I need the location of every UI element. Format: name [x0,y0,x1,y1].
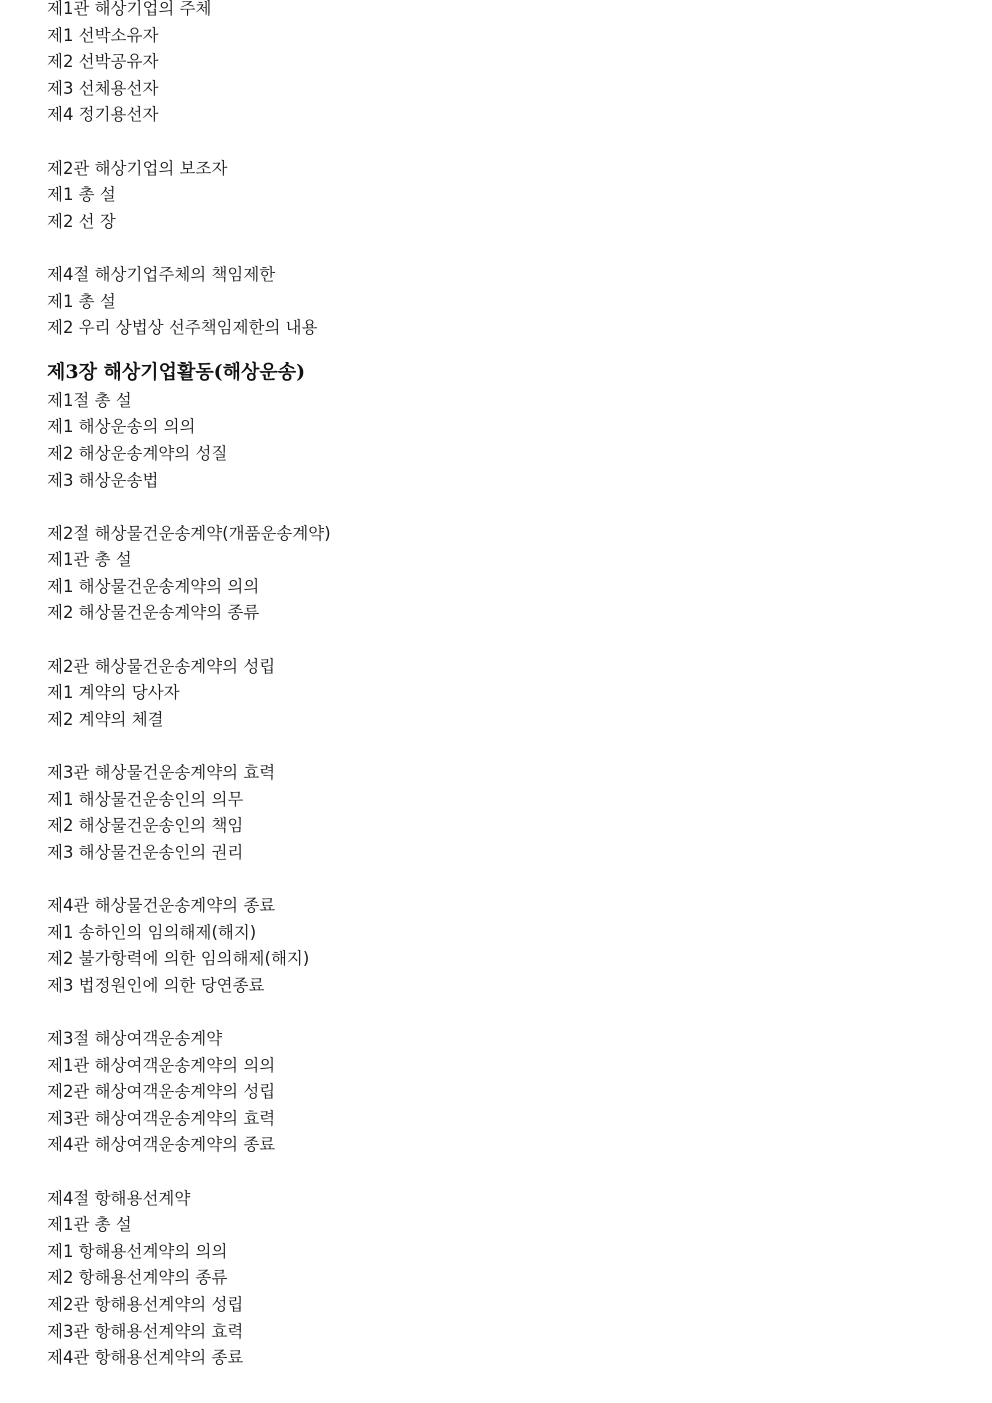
outline-item: 제2 선 장 [47,211,116,231]
section-spacer [47,129,947,156]
outline-item: 제1관 총 설 [47,550,132,570]
outline-item: 제2 해상운송계약의 성질 [47,443,228,463]
section-title: 제4절 해상기업주체의 책임제한 [47,264,276,284]
outline-item: 제1 해상운송의 의의 [47,417,196,437]
outline-item: 제4관 항해용선계약의 종료 [47,1348,244,1368]
outline-item: 제4 정기용선자 [47,105,159,125]
section-spacer [47,733,947,760]
outline-item: 제3관 항해용선계약의 효력 [47,1321,244,1341]
outline-item: 제1 계약의 당사자 [47,683,180,703]
outline-item: 제2 해상물건운송인의 책임 [47,816,244,836]
outline-item: 제2관 해상여객운송계약의 성립 [47,1082,276,1102]
outline-item: 제1 해상물건운송계약의 의의 [47,576,260,596]
outline-item: 제1 총 설 [47,291,116,311]
document-body [47,0,947,1372]
outline-item: 제1 항해용선계약의 의의 [47,1241,228,1261]
section-title: 제4절 항해용선계약 [47,1188,191,1208]
section-spacer [47,999,947,1026]
section-title: 제1관 해상기업의 주체 [47,0,212,18]
outline-item: 제2 우리 상법상 선주책임제한의 내용 [47,318,318,338]
section-title: 제4관 해상물건운송계약의 종료 [47,896,276,915]
section-title: 제2관 해상물건운송계약의 성립 [47,656,276,676]
outline-item: 제2관 항해용선계약의 성립 [47,1294,244,1314]
chapter-heading: 제3장 해상기업활동(해상운송) [47,360,306,383]
outline-item: 제1관 총 설 [47,1215,132,1235]
section-title: 제1절 총 설 [47,390,132,410]
section-spacer [47,1159,947,1186]
outline-item: 제3 해상물건운송인의 권리 [47,842,244,862]
outline-item: 제1 해상물건운송인의 의무 [47,789,244,809]
outline-item: 제2 불가항력에 의한 임의해제(해지) [47,949,310,969]
outline-item: 제1 총 설 [47,185,116,205]
section-title: 제2관 해상기업의 보조자 [47,158,228,178]
section-spacer [47,494,947,521]
section-title: 제3절 해상여객운송계약 [47,1028,223,1048]
outline-item: 제3 해상운송법 [47,470,159,490]
outline-item: 제4관 해상여객운송계약의 종료 [47,1135,276,1155]
outline-item: 제3 법정원인에 의한 당연종료 [47,975,265,995]
outline-item: 제2 계약의 체결 [47,709,164,729]
outline-item: 제1 선박소유자 [47,25,159,45]
section-title: 제3관 해상물건운송계약의 효력 [47,763,276,783]
outline-item: 제1관 해상여객운송계약의 의의 [47,1055,276,1075]
outline-item: 제2 선박공유자 [47,52,159,72]
outline-item: 제2 항해용선계약의 종류 [47,1268,228,1288]
outline-item: 제1 송하인의 임의해제(해지) [47,922,257,942]
section-spacer [47,627,947,654]
outline-item: 제2 해상물건운송계약의 종류 [47,603,260,623]
section-spacer [47,235,947,262]
section-title: 제2절 해상물건운송계약(개품운송계약) [47,523,331,543]
outline-item: 제3 선체용선자 [47,78,159,98]
outline-item: 제3관 해상여객운송계약의 효력 [47,1108,276,1128]
section-spacer [47,866,947,893]
